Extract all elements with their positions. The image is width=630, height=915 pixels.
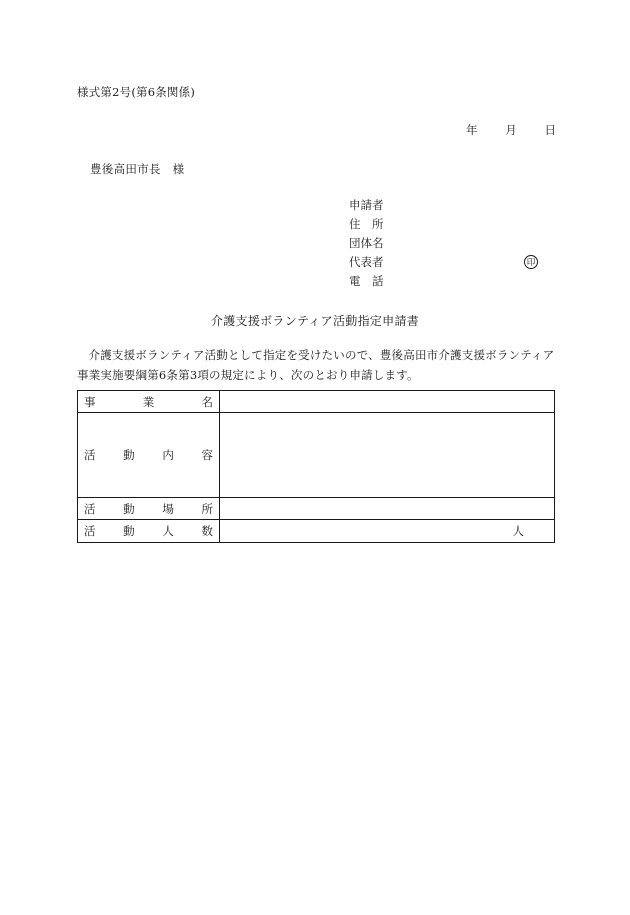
application-table (77, 390, 555, 543)
business-name-label: 事 業 名 (78, 391, 220, 413)
activity-place-label: 活 動 場 所 (78, 498, 220, 520)
participant-count-label: 活 動 人 数 (78, 520, 220, 543)
body-text: 介護支援ボランティア活動として指定を受けたいので、豊後高田市介護支援ボランティア事業実施要綱第6条第3項の規定により、次のとおり申請します。 (77, 348, 555, 382)
table-row (78, 391, 555, 413)
table-row (78, 498, 555, 520)
representative-row (349, 253, 549, 272)
activity-content-label: 活 動 内 容 (78, 413, 220, 498)
activity-place-field[interactable] (220, 498, 555, 520)
representative-label: 代表者 (349, 255, 384, 269)
table-row (78, 520, 555, 543)
activity-content-field[interactable] (220, 413, 555, 498)
date-day-label: 日 (544, 123, 556, 137)
address-label: 住 所 (349, 217, 384, 231)
applicant-label: 申請者 (349, 198, 384, 212)
date-line (466, 122, 556, 138)
address-row (349, 215, 549, 234)
document-title: 介護支援ボランティア活動指定申請書 (210, 314, 420, 328)
group-name-label: 団体名 (349, 236, 384, 250)
table-row (78, 413, 555, 498)
business-name-field[interactable] (220, 391, 555, 413)
participant-count-field[interactable] (220, 520, 555, 543)
date-year-label: 年 (466, 123, 478, 137)
phone-row (349, 272, 549, 291)
applicant-row (349, 196, 549, 215)
seal-mark: 印 (524, 255, 538, 269)
group-row (349, 234, 549, 253)
date-month-label: 月 (505, 123, 517, 137)
applicant-block (349, 196, 549, 291)
phone-label: 電 話 (349, 274, 384, 288)
participant-unit: 人 (512, 524, 524, 538)
form-number: 様式第2号(第6条関係) (77, 85, 196, 99)
addressee: 豊後高田市長 様 (90, 162, 185, 176)
